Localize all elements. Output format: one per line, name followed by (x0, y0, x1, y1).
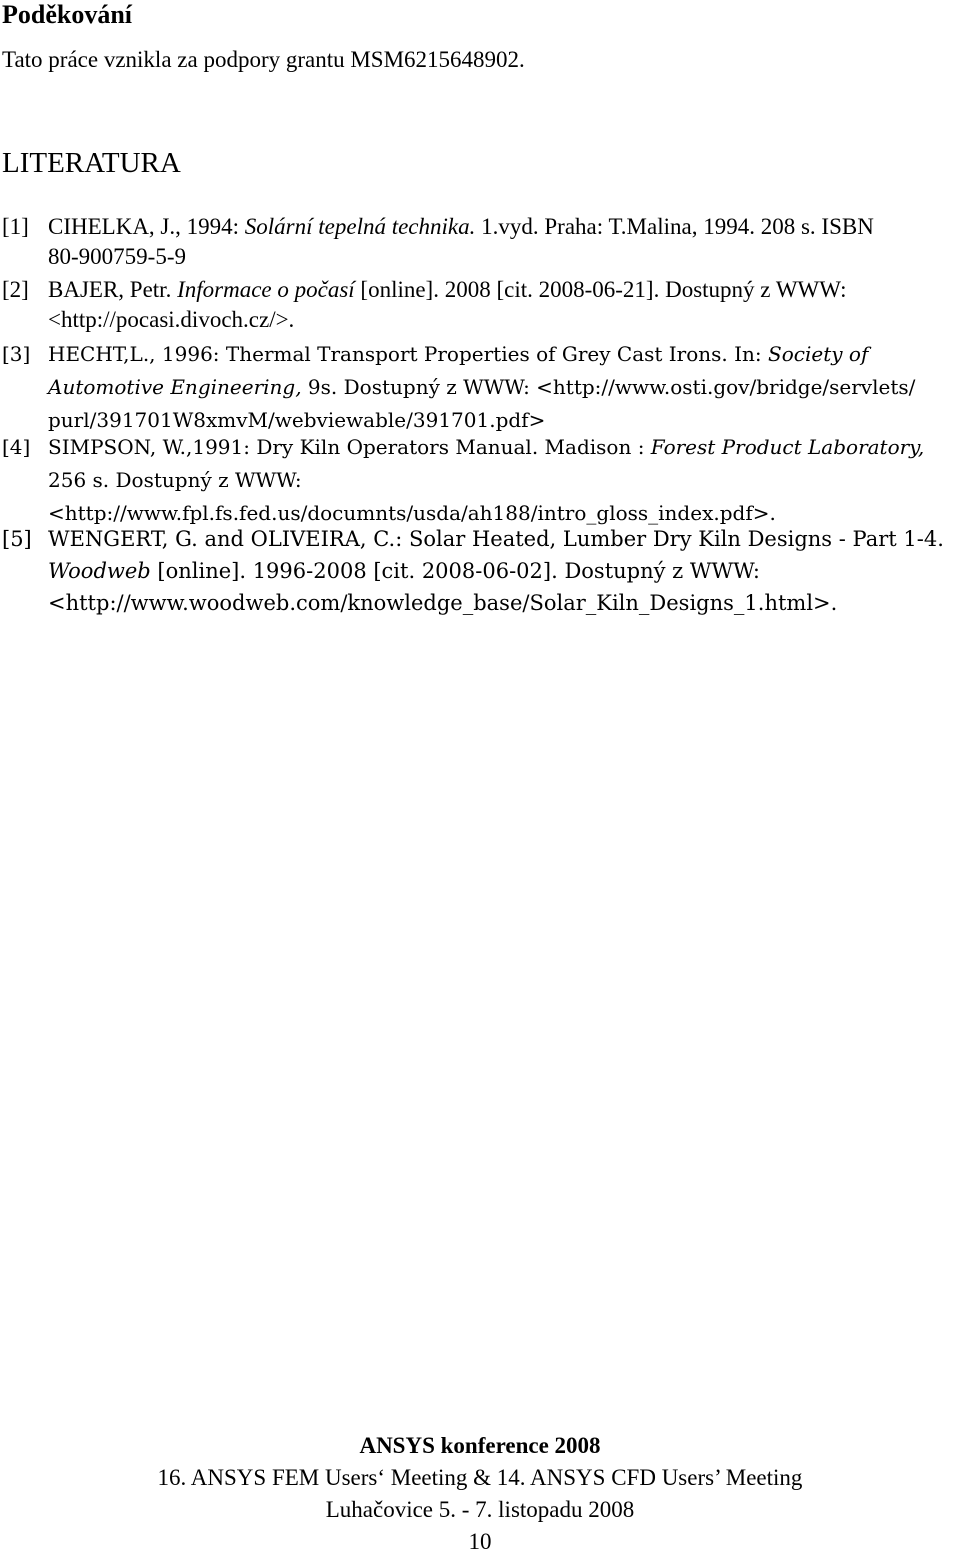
reference-author: CIHELKA, J., 1994: (48, 214, 245, 239)
literature-heading: LITERATURA (2, 147, 181, 179)
reference-author: HECHT,L., 1996: Thermal Transport Properties of Grey Cast Irons. In: (48, 342, 769, 366)
reference-number: [5] (2, 527, 32, 551)
page-number: 10 (468, 1529, 492, 1554)
reference-title: Forest Product Laboratory, (650, 435, 925, 459)
reference-number: [4] (2, 435, 31, 459)
reference-title: Solární tepelná technika. (244, 214, 476, 239)
reference-line: 256 s. Dostupný z WWW: (48, 468, 302, 492)
page-footer (0, 1430, 960, 1558)
reference-line: WENGERT, G. and OLIVEIRA, C.: Solar Heated, Lumber Dry Kiln Designs - Part 1-4. (48, 527, 944, 551)
reference-title: Automotive Engineering, (48, 375, 302, 399)
reference-number: [1] (2, 214, 29, 239)
reference-line (48, 556, 960, 586)
footer-conference: ANSYS konference 2008 (359, 1433, 601, 1458)
reference-item (0, 524, 960, 618)
reference-details: [online]. 2008 [cit. 2008-06-21]. Dostupný z WWW: (354, 277, 847, 302)
reference-url: purl/391701W8xmvM/webviewable/391701.pdf> (48, 408, 546, 432)
reference-details: [online]. 1996-2008 [cit. 2008-06-02]. Dostupný z WWW: (150, 559, 760, 583)
reference-line (48, 212, 960, 242)
reference-line: 80-900759-5-9 (48, 244, 186, 269)
reference-url: <http://www.woodweb.com/knowledge_base/Solar_Kiln_Designs_1.html>. (48, 591, 838, 615)
reference-details: 1.vyd. Praha: T.Malina, 1994. 208 s. ISBN (475, 214, 874, 239)
reference-url: <http://pocasi.divoch.cz/>. (48, 307, 295, 332)
reference-number: [3] (2, 342, 31, 366)
acknowledgements-text: Tato práce vznikla za podpory grantu MSM6215648902. (2, 47, 525, 72)
footer-place-date: Luhačovice 5. - 7. listopadu 2008 (325, 1497, 635, 1522)
reference-item (0, 275, 960, 335)
reference-title: Informace o počasí (177, 277, 355, 302)
footer-meeting: 16. ANSYS FEM Users‘ Meeting & 14. ANSYS CFD Users’ Meeting (157, 1465, 803, 1490)
acknowledgements-heading: Poděkování (2, 0, 133, 29)
reference-line (48, 275, 960, 305)
reference-title: Society of (768, 342, 869, 366)
reference-author: BAJER, Petr. (48, 277, 178, 302)
reference-line (48, 372, 960, 402)
reference-details: 9s. Dostupný z WWW: <http://www.osti.gov/bridge/servlets/ (301, 375, 916, 399)
reference-item (0, 212, 960, 272)
reference-url: <http://www.fpl.fs.fed.us/documnts/usda/ah188/intro_gloss_index.pdf>. (48, 501, 776, 525)
reference-line (48, 432, 960, 462)
reference-title: Woodweb (48, 559, 151, 583)
reference-number: [2] (2, 277, 29, 302)
reference-author: SIMPSON, W.,1991: Dry Kiln Operators Manual. Madison : (48, 435, 651, 459)
reference-item (0, 432, 960, 528)
reference-line (48, 339, 960, 369)
reference-item (0, 339, 960, 435)
